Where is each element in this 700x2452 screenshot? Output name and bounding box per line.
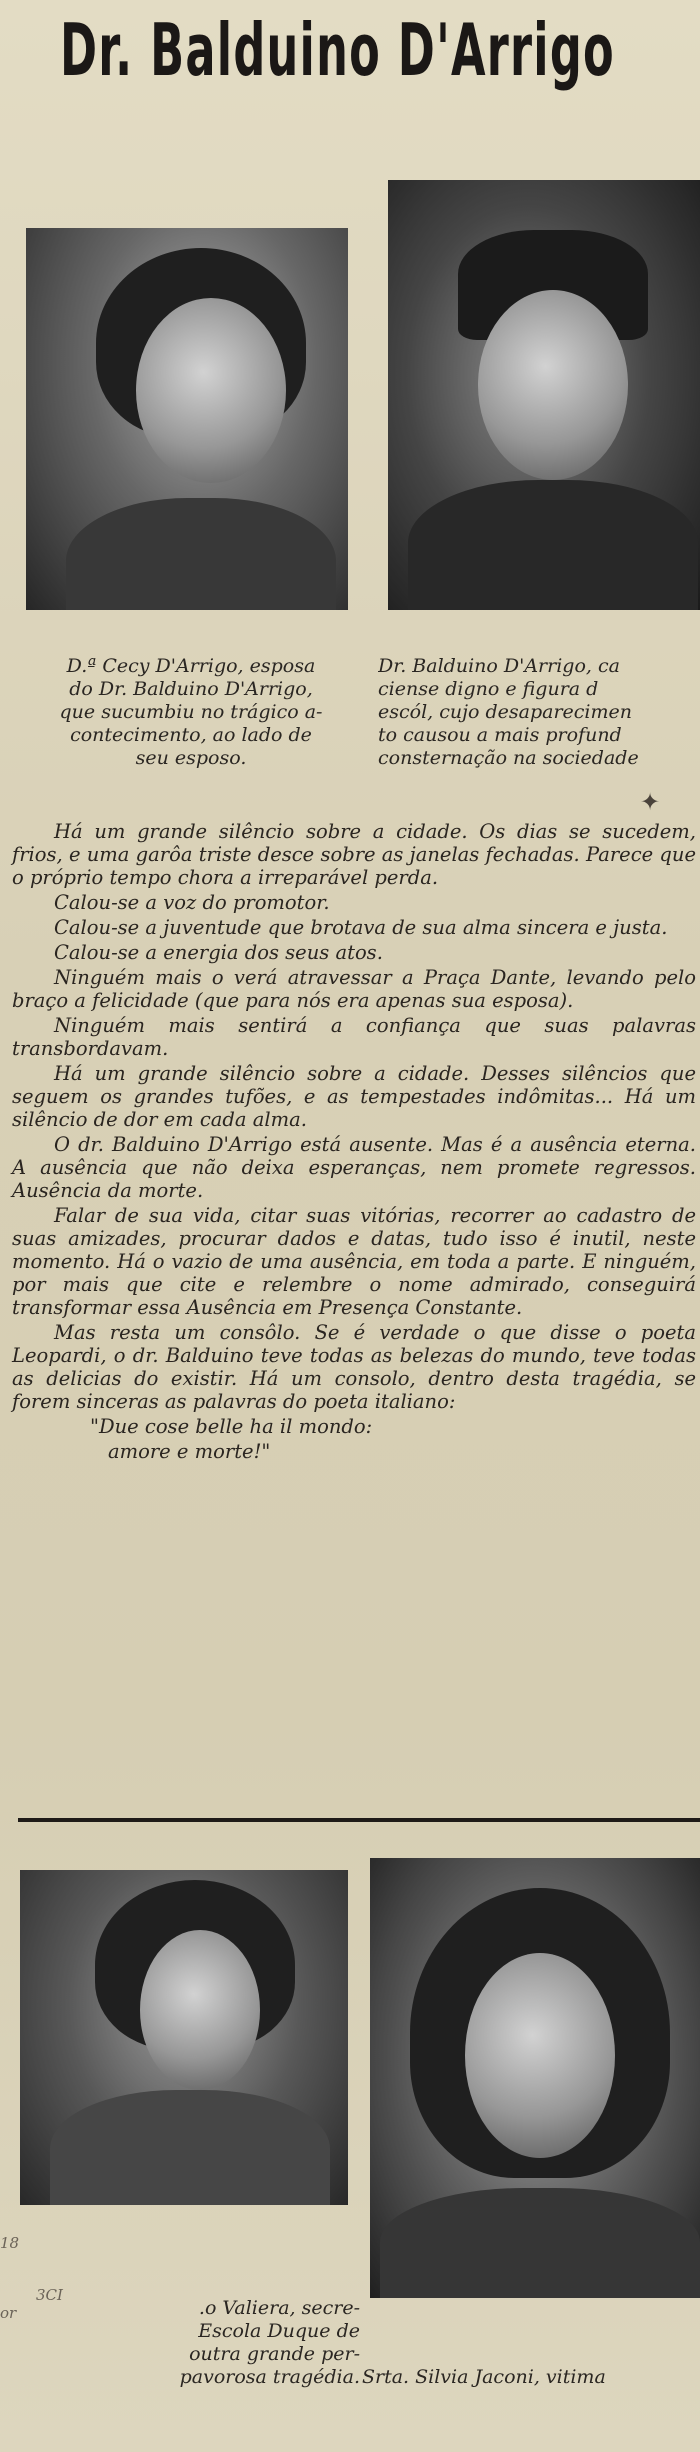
article-paragraph: Falar de sua vida, citar suas vitórias, recorrer ao cadastro de suas amizades, procurar dados e datas, tudo isso é inutil, neste momento. Há o vazio de uma ausência, em toda a parte. E ninguém, por mais que cite e relembre o nome admirado, conseguirá transformar essa Ausência em Presença Constante. [12, 1204, 696, 1319]
article-paragraph: Calou-se a juventude que brotava de sua alma sincera e justa. [54, 916, 668, 939]
photo-body [408, 480, 698, 610]
photo-body [50, 2090, 330, 2205]
edge-fragment: or [0, 2304, 17, 2322]
photo-face [136, 298, 286, 483]
article-body [12, 820, 696, 1465]
photo-valiera [20, 1870, 348, 2205]
caption-cecy-darrigo: D.ª Cecy D'Arrigo, esposa do Dr. Balduino D'Arrigo, que sucumbiu no trágico a- contecimento, ao lado de seu esposo. [59, 655, 323, 769]
photo-body [66, 498, 336, 610]
caption-valiera: .o Valiera, secre- Escola Duque de outra grande per- pavorosa tragédia. [179, 2297, 360, 2388]
edge-fragment: 3CI [36, 2286, 63, 2304]
ornament-mark: ✦ [640, 788, 661, 816]
photo-body [380, 2188, 700, 2298]
photo-silvia-jaconi [370, 1858, 700, 2298]
article-paragraph: Ninguém mais o verá atravessar a Praça Dante, levando pelo braço a felicidade (que para nós era apenas sua esposa). [12, 966, 696, 1012]
poem-quote-line: "Due cose belle ha il mondo: [90, 1415, 373, 1438]
article-paragraph: Há um grande silêncio sobre a cidade. Os dias se sucedem, frios, e uma garôa triste desce sobre as janelas fechadas. Parece que o próprio tempo chora a irreparável perda. [12, 820, 696, 889]
caption-balduino-darrigo: Dr. Balduino D'Arrigo, ca ciense digno e figura d escól, cujo desaparecimen to causou a mais profund consternação na sociedade [378, 655, 639, 769]
section-divider [18, 1818, 700, 1822]
article-paragraph: Há um grande silêncio sobre a cidade. Desses silêncios que seguem os grandes tufões, e as tempestades indômitas... Há um silêncio de dor em cada alma. [12, 1062, 696, 1131]
article-paragraph: Calou-se a voz do promotor. [54, 891, 330, 914]
headline: Dr. Balduino D'Arrigo [60, 8, 615, 92]
photo-face [140, 1930, 260, 2090]
article-paragraph: Ninguém mais sentirá a confiança que suas palavras transbordavam. [12, 1014, 696, 1060]
article-paragraph: Calou-se a energia dos seus atos. [54, 941, 383, 964]
photo-face [478, 290, 628, 480]
photo-face [465, 1953, 615, 2158]
caption-silvia-jaconi: Srta. Silvia Jaconi, vitima [362, 2366, 606, 2388]
edge-fragment: 18 [0, 2234, 20, 2252]
poem-quote-line: amore e morte!" [108, 1440, 271, 1463]
article-paragraph: Mas resta um consôlo. Se é verdade o que disse o poeta Leopardi, o dr. Balduino teve todas as belezas do mundo, teve todas as delicias do existir. Há um consolo, dentro desta tragédia, se forem sinceras as palavras do poeta italiano: [12, 1321, 696, 1413]
article-paragraph: O dr. Balduino D'Arrigo está ausente. Mas é a ausência eterna. A ausência que não deixa esperanças, nem promete regressos. Ausência da morte. [12, 1133, 696, 1202]
photo-balduino-darrigo [388, 180, 700, 610]
photo-cecy-darrigo [26, 228, 348, 610]
